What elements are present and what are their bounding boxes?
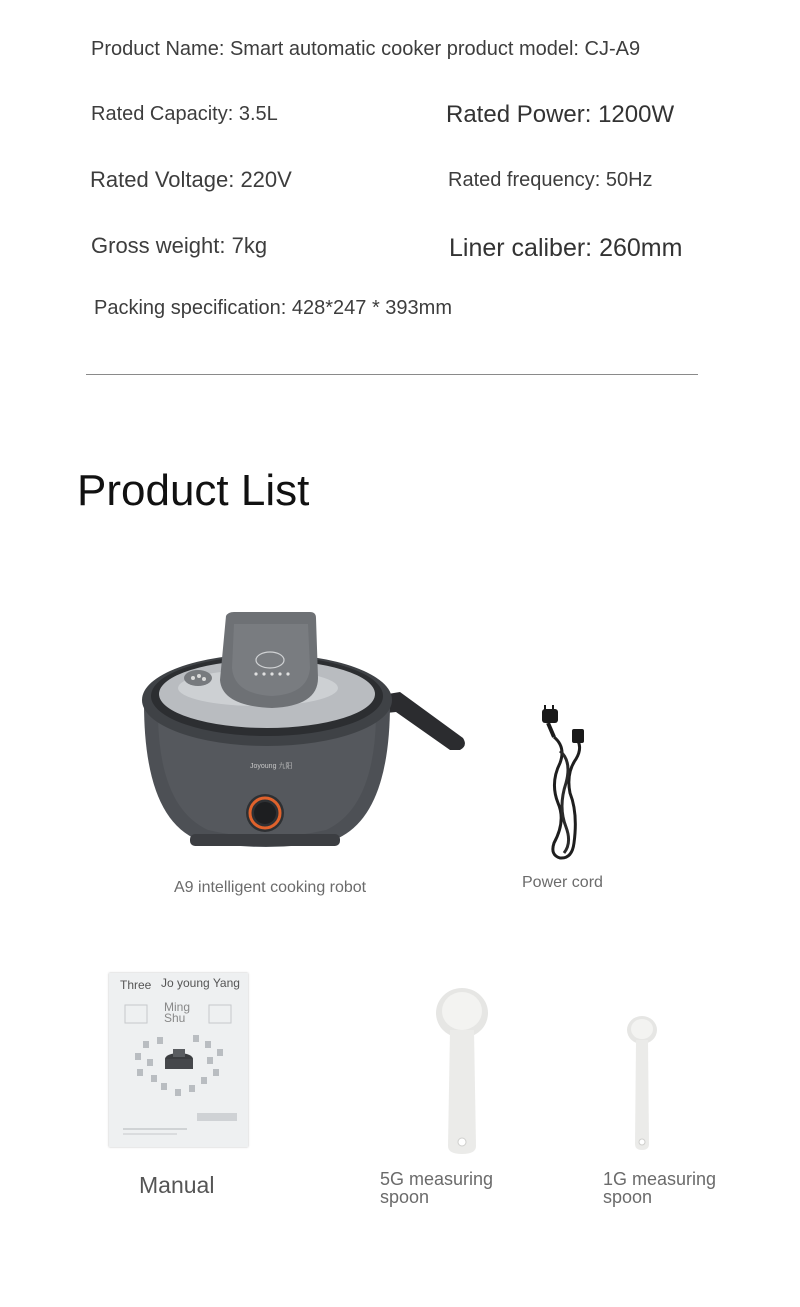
spec-product-name: Product Name: Smart automatic cooker product model: CJ-A9 (91, 38, 641, 60)
cooker-image (138, 608, 473, 856)
section-divider (86, 374, 698, 375)
power-cord-caption: Power cord (522, 874, 603, 891)
spec-rated-capacity: Rated Capacity: 3.5L (91, 103, 278, 125)
spoon-5g-image (432, 986, 492, 1158)
spec-liner-caliber: Liner caliber: 260mm (449, 234, 683, 262)
manual-caption: Manual (139, 1172, 215, 1198)
spec-rated-power: Rated Power: 1200W (446, 101, 675, 128)
spec-rated-frequency: Rated frequency: 50Hz (448, 169, 653, 191)
manual-cover-art (117, 1001, 241, 1141)
cooker-brand-label: Joyoung 九阳 (250, 763, 293, 770)
spec-gross-weight: Gross weight: 7kg (91, 233, 268, 258)
spoon-5g-caption (380, 1170, 493, 1206)
manual-cover-text-2: Jo young Yang (161, 976, 240, 990)
power-cord-image (530, 703, 600, 868)
manual-image (109, 973, 248, 1147)
spoon-1g-caption-line2: spoon (603, 1187, 653, 1207)
spoon-1g-image (624, 1014, 660, 1154)
manual-cover-text-4: Shu (164, 1011, 186, 1025)
spoon-5g-caption-line1: 5G measuring (380, 1169, 494, 1189)
manual-cover-text-3: Ming (164, 1000, 191, 1014)
cooker-caption: A9 intelligent cooking robot (174, 879, 367, 896)
spoon-1g-caption (603, 1170, 716, 1206)
spec-rated-voltage: Rated Voltage: 220V (90, 167, 292, 192)
manual-cover-text-1: Three (120, 978, 152, 992)
spoon-1g-caption-line1: 1G measuring (603, 1169, 717, 1189)
spec-packing: Packing specification: 428*247 * 393mm (94, 297, 452, 319)
product-list-title: Product List (77, 466, 310, 515)
spoon-5g-caption-line2: spoon (380, 1187, 430, 1207)
